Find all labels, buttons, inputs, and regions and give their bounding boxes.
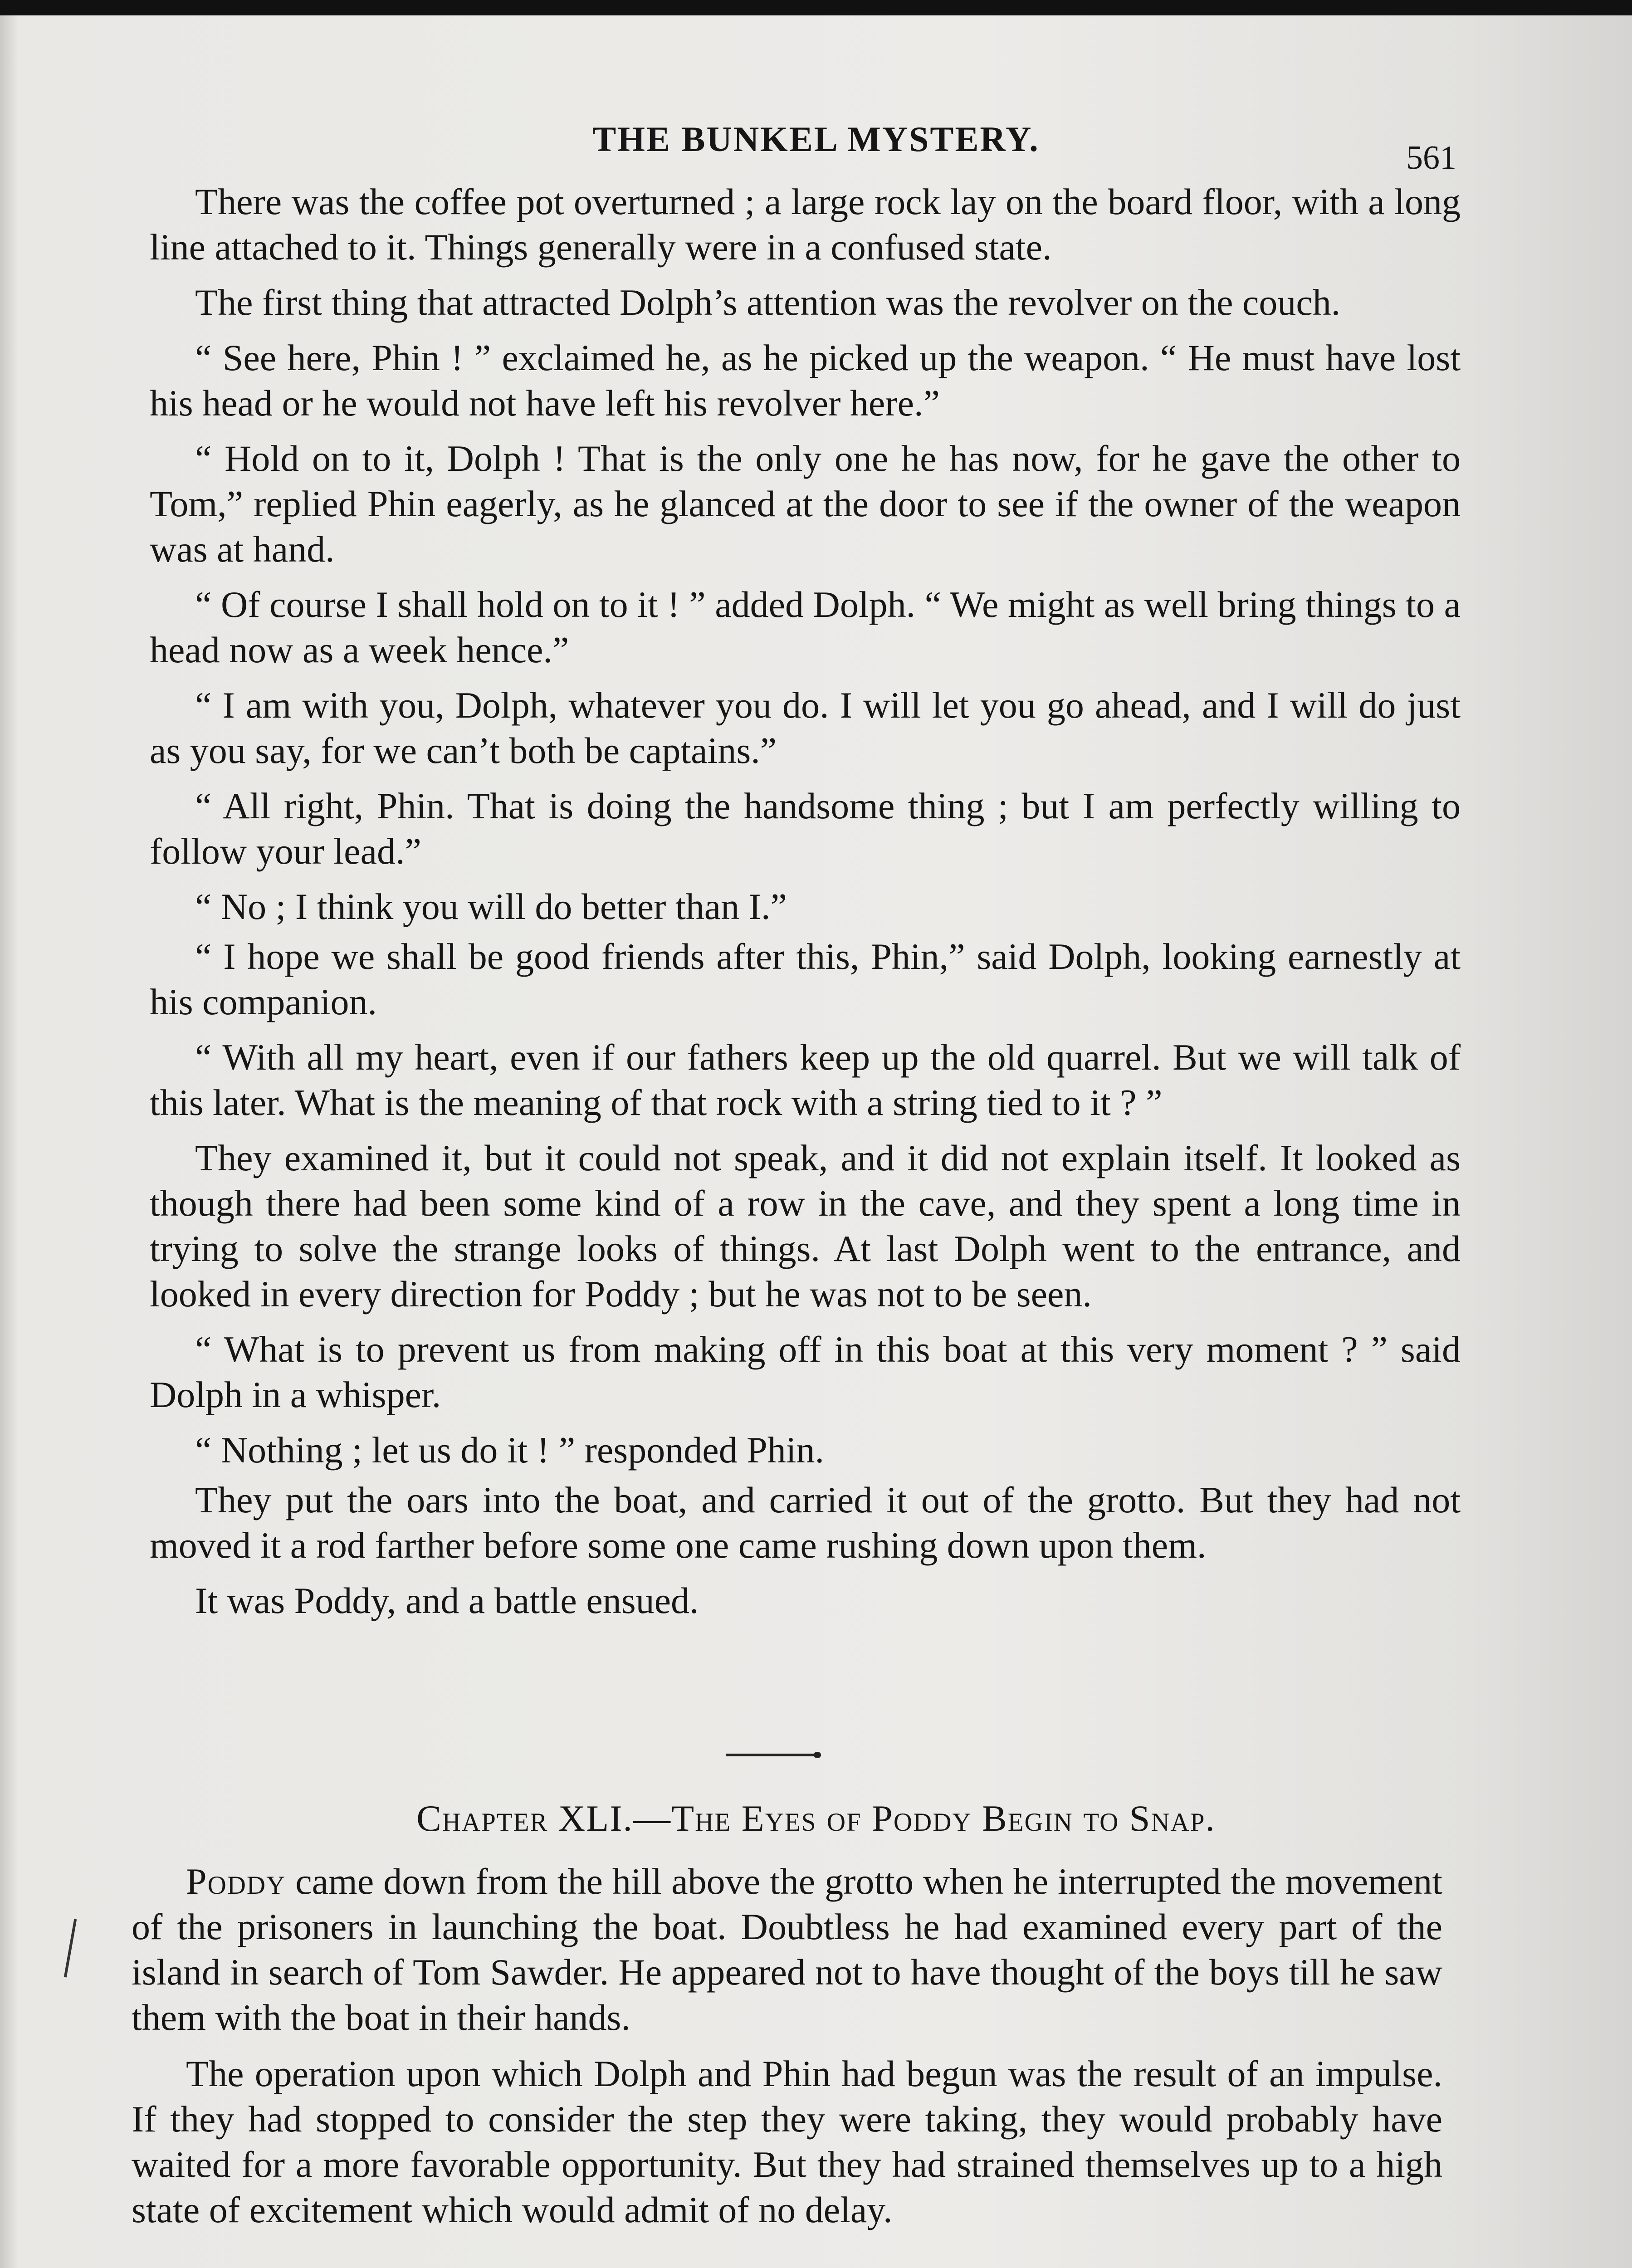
paragraph: “ I hope we shall be good friends after this, Phin,” said Dolph, looking earnestly at his companion.: [150, 936, 1461, 1022]
paragraph: “ Hold on to it, Dolph ! That is the only one he has now, for he gave the other to Tom,” replied Phin eagerly, as he glanced at the door to see if the owner of the weapon was at hand.: [150, 438, 1461, 570]
chapter-paragraph: The operation upon which Dolph and Phin had begun was the result of an impulse. If they had stopped to consider the step they were taking, they would probably have waited for a more favorable opportunity. But they had strained themselves up to a high state of excitement which would admit of no delay.: [132, 2053, 1442, 2230]
paragraph: There was the coffee pot overturned ; a large rock lay on the board floor, with a long line attached to it. Things generally were in a confused state.: [150, 181, 1461, 268]
chapter-lead-word: Poddy: [186, 1861, 286, 1902]
margin-pencil-mark: [64, 1919, 77, 1977]
paragraph: “ See here, Phin ! ” exclaimed he, as he picked up the weapon. “ He must have lost his head or he would not have left his revolver here.”: [150, 337, 1461, 424]
body-text: [150, 179, 1461, 1633]
paragraph: They examined it, but it could not speak, and it did not explain itself. It looked as though there had been some kind of a row in the cave, and they spent a long time in trying to solve the strange looks of things. At last Dolph went to the entrance, and looked in every direction for Poddy ; but he was not to be seen.: [150, 1137, 1461, 1315]
section-divider-ornament: [726, 1752, 821, 1756]
chapter-paragraph: [132, 1859, 1442, 2040]
paragraph: “ Of course I shall hold on to it ! ” added Dolph. “ We might as well bring things to a head now as a week hence.”: [150, 584, 1461, 670]
running-head: THE BUNKEL MYSTERY.: [592, 119, 1040, 159]
chapter-heading: Chapter XLI.—The Eyes of Poddy Begin to Snap.: [416, 1798, 1216, 1839]
paragraph: “ No ; I think you will do better than I.”: [195, 886, 787, 927]
gutter-shadow: [0, 15, 18, 2268]
paragraph: The first thing that attracted Dolph’s attention was the revolver on the couch.: [195, 282, 1341, 323]
scan-top-edge: [0, 0, 1632, 15]
paragraph: “ Nothing ; let us do it ! ” responded Phin.: [195, 1429, 824, 1471]
paragraph: They put the oars into the boat, and carried it out of the grotto. But they had not moved it a rod farther before some one came rushing down upon them.: [150, 1479, 1461, 1566]
chapter-text: [132, 1859, 1442, 2244]
paragraph: It was Poddy, and a battle ensued.: [195, 1580, 699, 1621]
divider-dot: [814, 1752, 821, 1758]
paragraph: “ What is to prevent us from making off in this boat at this very moment ? ” said Dolph in a whisper.: [150, 1329, 1461, 1415]
paragraph: “ I am with you, Dolph, whatever you do. I will let you go ahead, and I will do just as you say, for we can’t both be captains.”: [150, 684, 1461, 771]
paragraph: “ With all my heart, even if our fathers keep up the old quarrel. But we will talk of this later. What is the meaning of that rock with a string tied to it ? ”: [150, 1036, 1461, 1123]
page-number: 561: [1406, 139, 1456, 176]
chapter-paragraph-text: came down from the hill above the grotto when he interrupted the movement of the prisoners in launching the boat. Doubtless he had examined every part of the island in search of Tom Sawder. He appeared not to have thought of the boys till he saw them with the boat in their hands.: [132, 1861, 1442, 2038]
divider-line: [726, 1754, 816, 1756]
paragraph: “ All right, Phin. That is doing the handsome thing ; but I am perfectly willing to follow your lead.”: [150, 785, 1461, 872]
